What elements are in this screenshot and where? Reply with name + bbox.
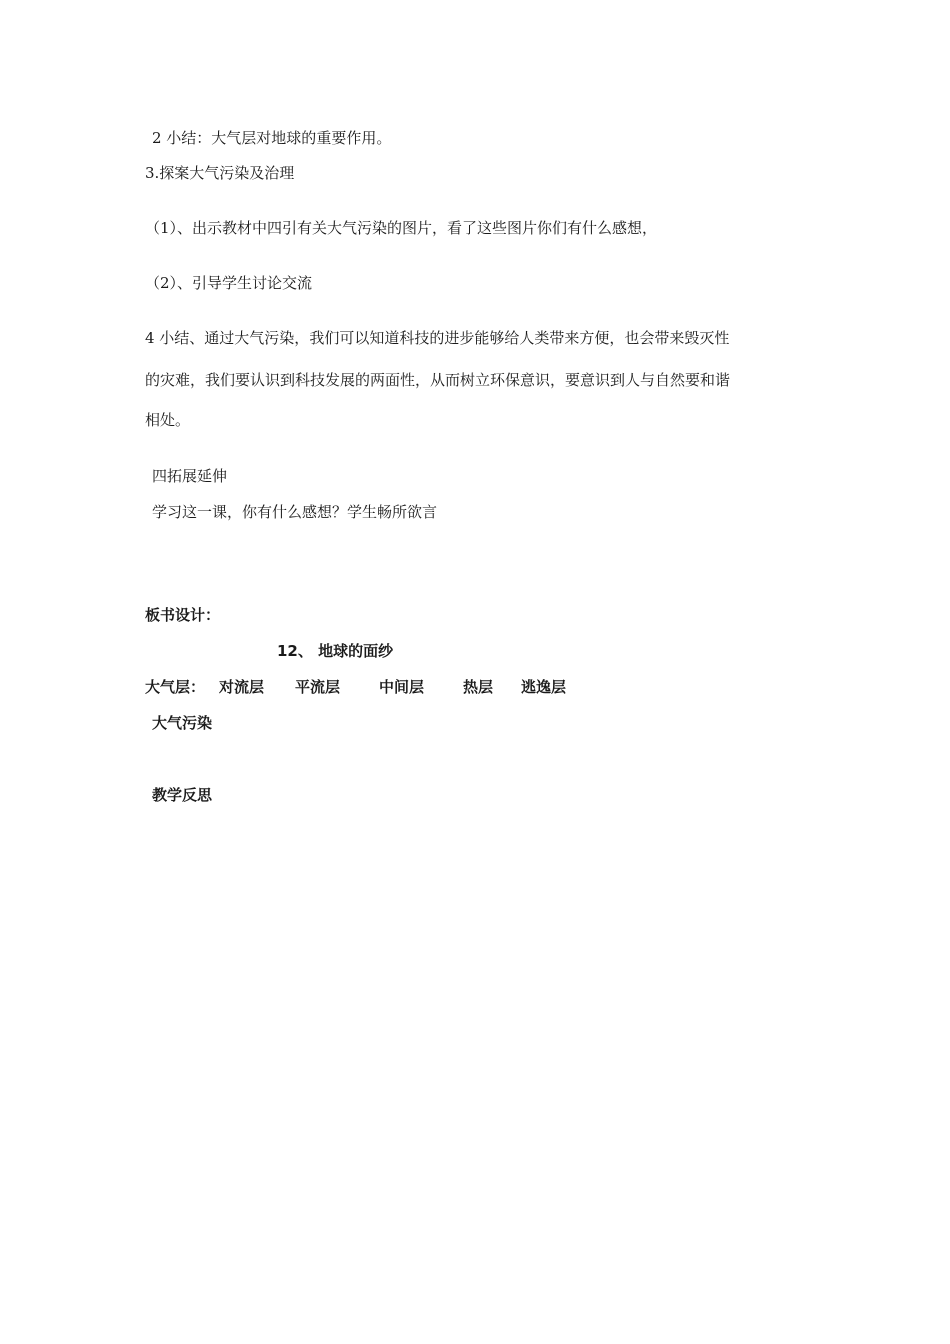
lesson-title: 12、 地球的面纱	[277, 642, 394, 660]
summary-2: 2 小结：大气层对地球的重要作用。	[152, 129, 392, 147]
section-4-text: 学习这一课，你有什么感想？学生畅所欲言	[152, 503, 438, 521]
section-3-title: 3.探案大气污染及治理	[145, 164, 295, 182]
section-3-item-1: （1）、出示教材中四引有关大气污染的图片，看了这些图片你们有什么感想，	[145, 219, 658, 237]
layers-row	[145, 677, 566, 697]
summary-4-line-2: 的灾难，我们要认识到科技发展的两面性，从而树立环保意识，要意识到人与自然要和谐	[145, 371, 731, 389]
summary-4-line-1: 4 小结、通过大气污染，我们可以知道科技的进步能够给人类带来方便，也会带来毁灭性	[145, 329, 730, 347]
layers-label: 大气层：	[145, 678, 206, 696]
layer-mesosphere: 中间层	[379, 678, 425, 696]
section-4-title: 四拓展延伸	[152, 467, 228, 485]
layer-thermosphere: 热层	[463, 678, 494, 696]
pollution-heading: 大气污染	[152, 714, 213, 732]
summary-4-line-3: 相处。	[145, 411, 191, 429]
section-3-item-2: （2）、引导学生讨论交流	[145, 274, 313, 292]
layer-troposphere: 对流层	[219, 678, 265, 696]
board-heading: 板书设计：	[145, 606, 221, 624]
layer-stratosphere: 平流层	[295, 678, 341, 696]
layer-exosphere: 逃逸层	[521, 678, 567, 696]
reflection-heading: 教学反思	[152, 786, 213, 804]
